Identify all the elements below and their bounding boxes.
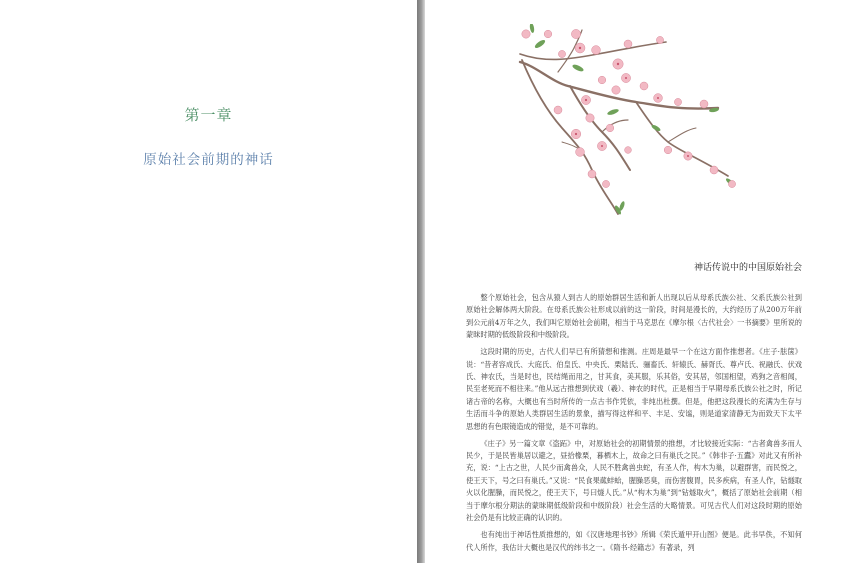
paragraph: 这段时期的历史，古代人们早已有所猜想和推测。庄周是最早一个在这方面作推想者。《庄子·胠箧》说：“昔者容成氏、大庭氏、伯皇氏、中央氏、栗陆氏、骊畜氏、轩辕氏、赫胥氏、尊卢氏、祝融氏、伏戏氏、神农氏，当是时也，民结绳而用之，甘其食，美其服，乐其俗，安其居，邻国相望，鸡狗之音相闻，民至老死而不相往来。”他从远古推想到伏戏（羲）、神农的时代，正是相当于早期母系氏族公社之时，所记诸古帝的名称，大概也有当时所传的一点古书作凭依，非纯出杜撰。但是，他把这段漫长的充满为生存与生活而斗争的原始人类群居生活的景象，描写得这样和平、丰足、安谧，则是道家清静无为而致天下太平思想的有色眼镜造成的错觉，是不可靠的。: [466, 347, 802, 431]
book-spine: [417, 0, 425, 563]
body-text: [466, 292, 802, 559]
chapter-number: 第一章: [184, 106, 233, 124]
paragraph: 《庄子》另一篇文章《盗跖》中，对原始社会的初期情景的推想，才比较接近实际：“古者禽兽多而人民少，于是民皆巢居以避之，昼拾橡栗，暮栖木上，故命之曰有巢氏之民。”《韩非子·五蠹》对此又有所补充，说：“上古之世，人民少而禽兽众，人民不胜禽兽虫蛇，有圣人作，构木为巢，以避群害，而民悦之，使王天下，号之曰有巢氏。”又说：“民食果蓏蚌蛤，腥臊恶臭，而伤害腹胃，民多疾病，有圣人作，钻燧取火以化腥臊，而民悦之，使王天下，号曰燧人氏。”从“构木为巢”到“钻燧取火”，概括了原始社会前期（相当于摩尔根分期法的蒙昧期低级阶段和中级阶段）社会生活的大略情景。可见古代人们对这段时期的原始社会仍是有比较正确的认识的。: [466, 438, 802, 523]
cherry-blossom-illustration: [518, 24, 748, 220]
paragraph: 整个原始社会，包含从猿人到古人的原始群居生活和新人出现以后从母系氏族公社、父系氏族公社到原始社会解体两大阶段。在母系氏族公社形成以前的这一阶段，时间是漫长的，大约经历了从200万年前到公元前4万年之久，我们叫它原始社会前期，相当于马克思在《摩尔根〈古代社会〉一书摘要》里所说的蒙昧时期的低级阶段和中级阶段。: [466, 293, 802, 340]
chapter-title: 原始社会前期的神话: [143, 152, 274, 168]
left-page: [0, 0, 417, 563]
paragraph: 也有纯出于神话性质推想的，如《汉唐地理书钞》所辑《荣氏遁甲开山图》便是。此书早佚，不知何代人所作，我估计大概也是汉代的纬书之一。《隋书·经籍志》有著录，列: [466, 530, 802, 552]
section-heading: 神话传说中的中国原始社会: [693, 263, 802, 273]
